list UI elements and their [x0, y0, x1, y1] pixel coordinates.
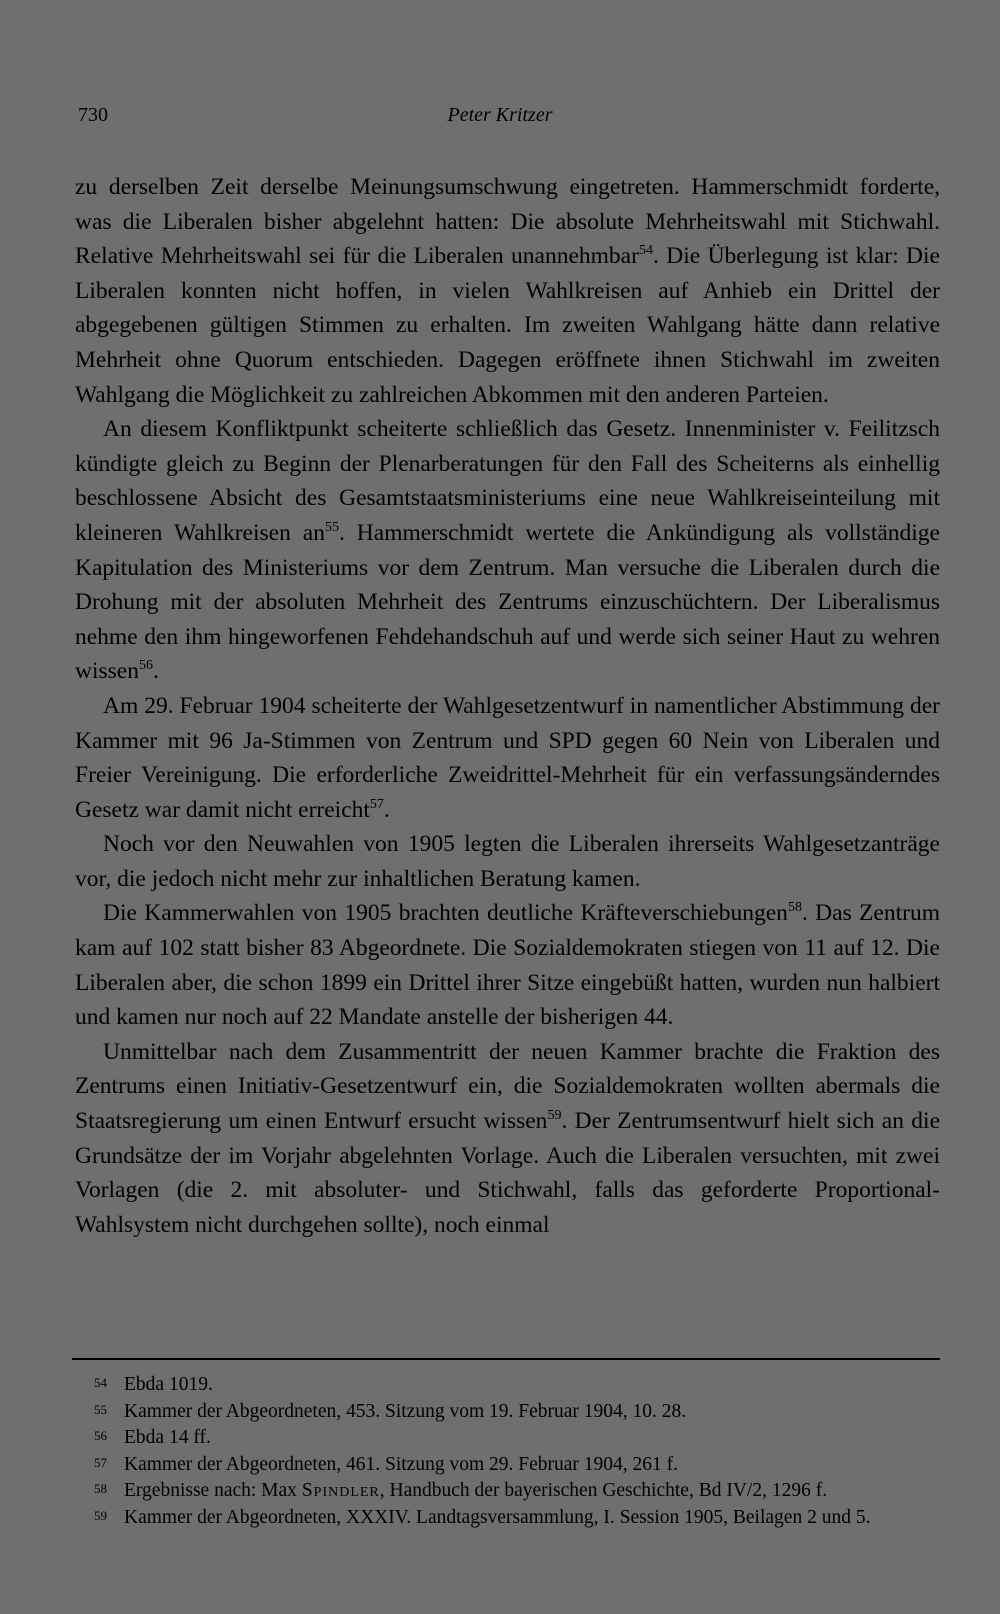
text: . Die Überlegung ist klar: Die Liberalen konnten nicht hoffen, in vielen Wahlkreisen auf Anhieb ein Drittel der abgegebenen gültigen Stimmen zu erhalten. Im zweiten Wahlgang hätte dann relative Mehrheit ohne Quorum entschieden. Dagegen eröffnete ihnen Stichwahl im zweiten Wahlgang die Möglichkeit zu zahlreichen Abkommen mit den anderen Parteien. — [75, 243, 940, 408]
text: zu derselben Zeit derselbe Meinungsumschwung eingetreten. Hammerschmidt forderte, was die Liberalen bisher abgelehnt hatten: Die absolute Mehrheitswahl mit Stichwahl. Relative Mehrheitswahl sei für die Liberalen unannehmbar — [75, 174, 940, 270]
text: . Hammerschmidt wertete die Ankündigung als vollständige Kapitulation des Ministeriums vor dem Zentrum. Man versuche die Liberalen durch die Drohung mit der absoluten Mehrheit des Zentrums einzuschüchtern. Der Liberalismus nehme den ihm hingeworfenen Fehdehandschuh auf und werde sich seiner Haut zu wehren wissen — [75, 519, 940, 685]
footnote-text: Ergebnisse nach: Max — [124, 1480, 302, 1501]
footnote-ref[interactable]: 57 — [369, 796, 384, 812]
footnote-text: Kammer der Abgeordneten, 453. Sitzung vom 19. Februar 1904, 10. 28. — [124, 1400, 687, 1422]
footnote — [72, 1505, 940, 1532]
footnote — [72, 1425, 940, 1452]
footnote — [72, 1399, 940, 1426]
paragraph — [75, 412, 940, 689]
footnote — [72, 1372, 940, 1399]
footnote-ref[interactable]: 55 — [324, 519, 339, 535]
text: . Der Zentrumsentwurf hielt sich an die Grundsätze der im Vorjahr abgelehnten Vorlage. Auch die Liberalen versuchten, mit zwei Vorlagen (die 2. mit absoluter- und Stichwahl, falls das geforderte Proportional-Wahlsystem nicht durchgehen sollte), noch einmal — [75, 1108, 940, 1238]
paragraph — [75, 689, 940, 827]
paragraph — [75, 1035, 940, 1243]
text: Unmittelbar nach dem Zusammentritt der neuen Kammer brachte die Fraktion des Zentrums einen Initiativ-Gesetzentwurf ein, die Sozialdemokraten wollten abermals die Staatsregierung um einen Entwurf ersucht wissen — [75, 1038, 940, 1135]
footnote-number: 56 — [94, 1428, 107, 1443]
footnote-ref[interactable]: 54 — [638, 243, 653, 259]
footnote-number: 55 — [94, 1401, 107, 1417]
page-number: 730 — [78, 104, 108, 126]
main-text — [75, 170, 940, 1242]
footnote-divider — [72, 1358, 940, 1360]
footnote-number: 57 — [94, 1454, 107, 1470]
footnote — [72, 1478, 940, 1505]
footnote-number: 54 — [94, 1375, 107, 1390]
footnote-text: Ebda 14 ff. — [124, 1427, 211, 1448]
footnote-ref[interactable]: 56 — [138, 658, 153, 674]
footnote — [72, 1452, 940, 1479]
footnote-ref[interactable]: 58 — [787, 900, 802, 916]
text: . Das Zentrum kam auf 102 statt bisher 83 Abgeordnete. Die Sozialdemokraten stiegen von 11 auf 12. Die Liberalen aber, die schon 1899 ein Drittel ihrer Sitze eingebüßt hatten, wurden nun halbiert und kamen nur noch auf 22 Mandate anstelle der bisherigen 44. — [75, 900, 941, 1031]
footnote-number: 59 — [94, 1507, 107, 1523]
footnote-ref[interactable]: 59 — [547, 1108, 562, 1124]
footnote-text: Ebda 1019. — [124, 1374, 213, 1395]
footnote-text: Kammer der Abgeordneten, 461. Sitzung vom 29. Februar 1904, 261 f. — [124, 1453, 679, 1475]
text: An diesem Konfliktpunkt scheiterte schließlich das Gesetz. Innenminister v. Feilitzsch kündigte gleich zu Beginn der Plenarberatungen für den Fall des Scheiterns als einhellig beschlossene Absicht des Gesamtstaatsministeriums eine neue Wahlkreiseinteilung mit kleineren Wahlkreisen an — [75, 416, 940, 546]
footnotes — [72, 1372, 940, 1531]
text: . — [152, 658, 159, 685]
author-name: Spindler — [301, 1480, 380, 1501]
paragraph — [75, 896, 940, 1034]
text: Am 29. Februar 1904 scheiterte der Wahlgesetzentwurf in namentlicher Abstimmung der Kammer mit 96 Ja-Stimmen von Zentrum und SPD gegen 60 Nein von Liberalen und Freier Vereinigung. Die erforderliche Zweidrittel-Mehrheit für ein verfassungsänderndes Gesetz war damit nicht erreicht — [75, 692, 940, 823]
footnote-number: 58 — [94, 1481, 107, 1496]
paragraph — [75, 170, 940, 412]
text: Noch vor den Neuwahlen von 1905 legten die Liberalen ihrerseits Wahlgesetzanträge vor, die jedoch nicht mehr zur inhaltlichen Beratung kamen. — [75, 831, 940, 892]
text: Die Kammerwahlen von 1905 brachten deutliche Kräfteverschiebungen — [103, 900, 788, 927]
footnote-text: , Handbuch der bayerischen Geschichte, Bd IV/2, 1296 f. — [379, 1480, 828, 1501]
paragraph — [75, 827, 940, 896]
footnote-text: Kammer der Abgeordneten, XXXIV. Landtagsversammlung, I. Session 1905, Beilagen 2 und 5. — [124, 1506, 871, 1528]
text: . — [383, 796, 390, 823]
running-head: Peter Kritzer — [447, 104, 553, 126]
page-header — [78, 104, 922, 134]
